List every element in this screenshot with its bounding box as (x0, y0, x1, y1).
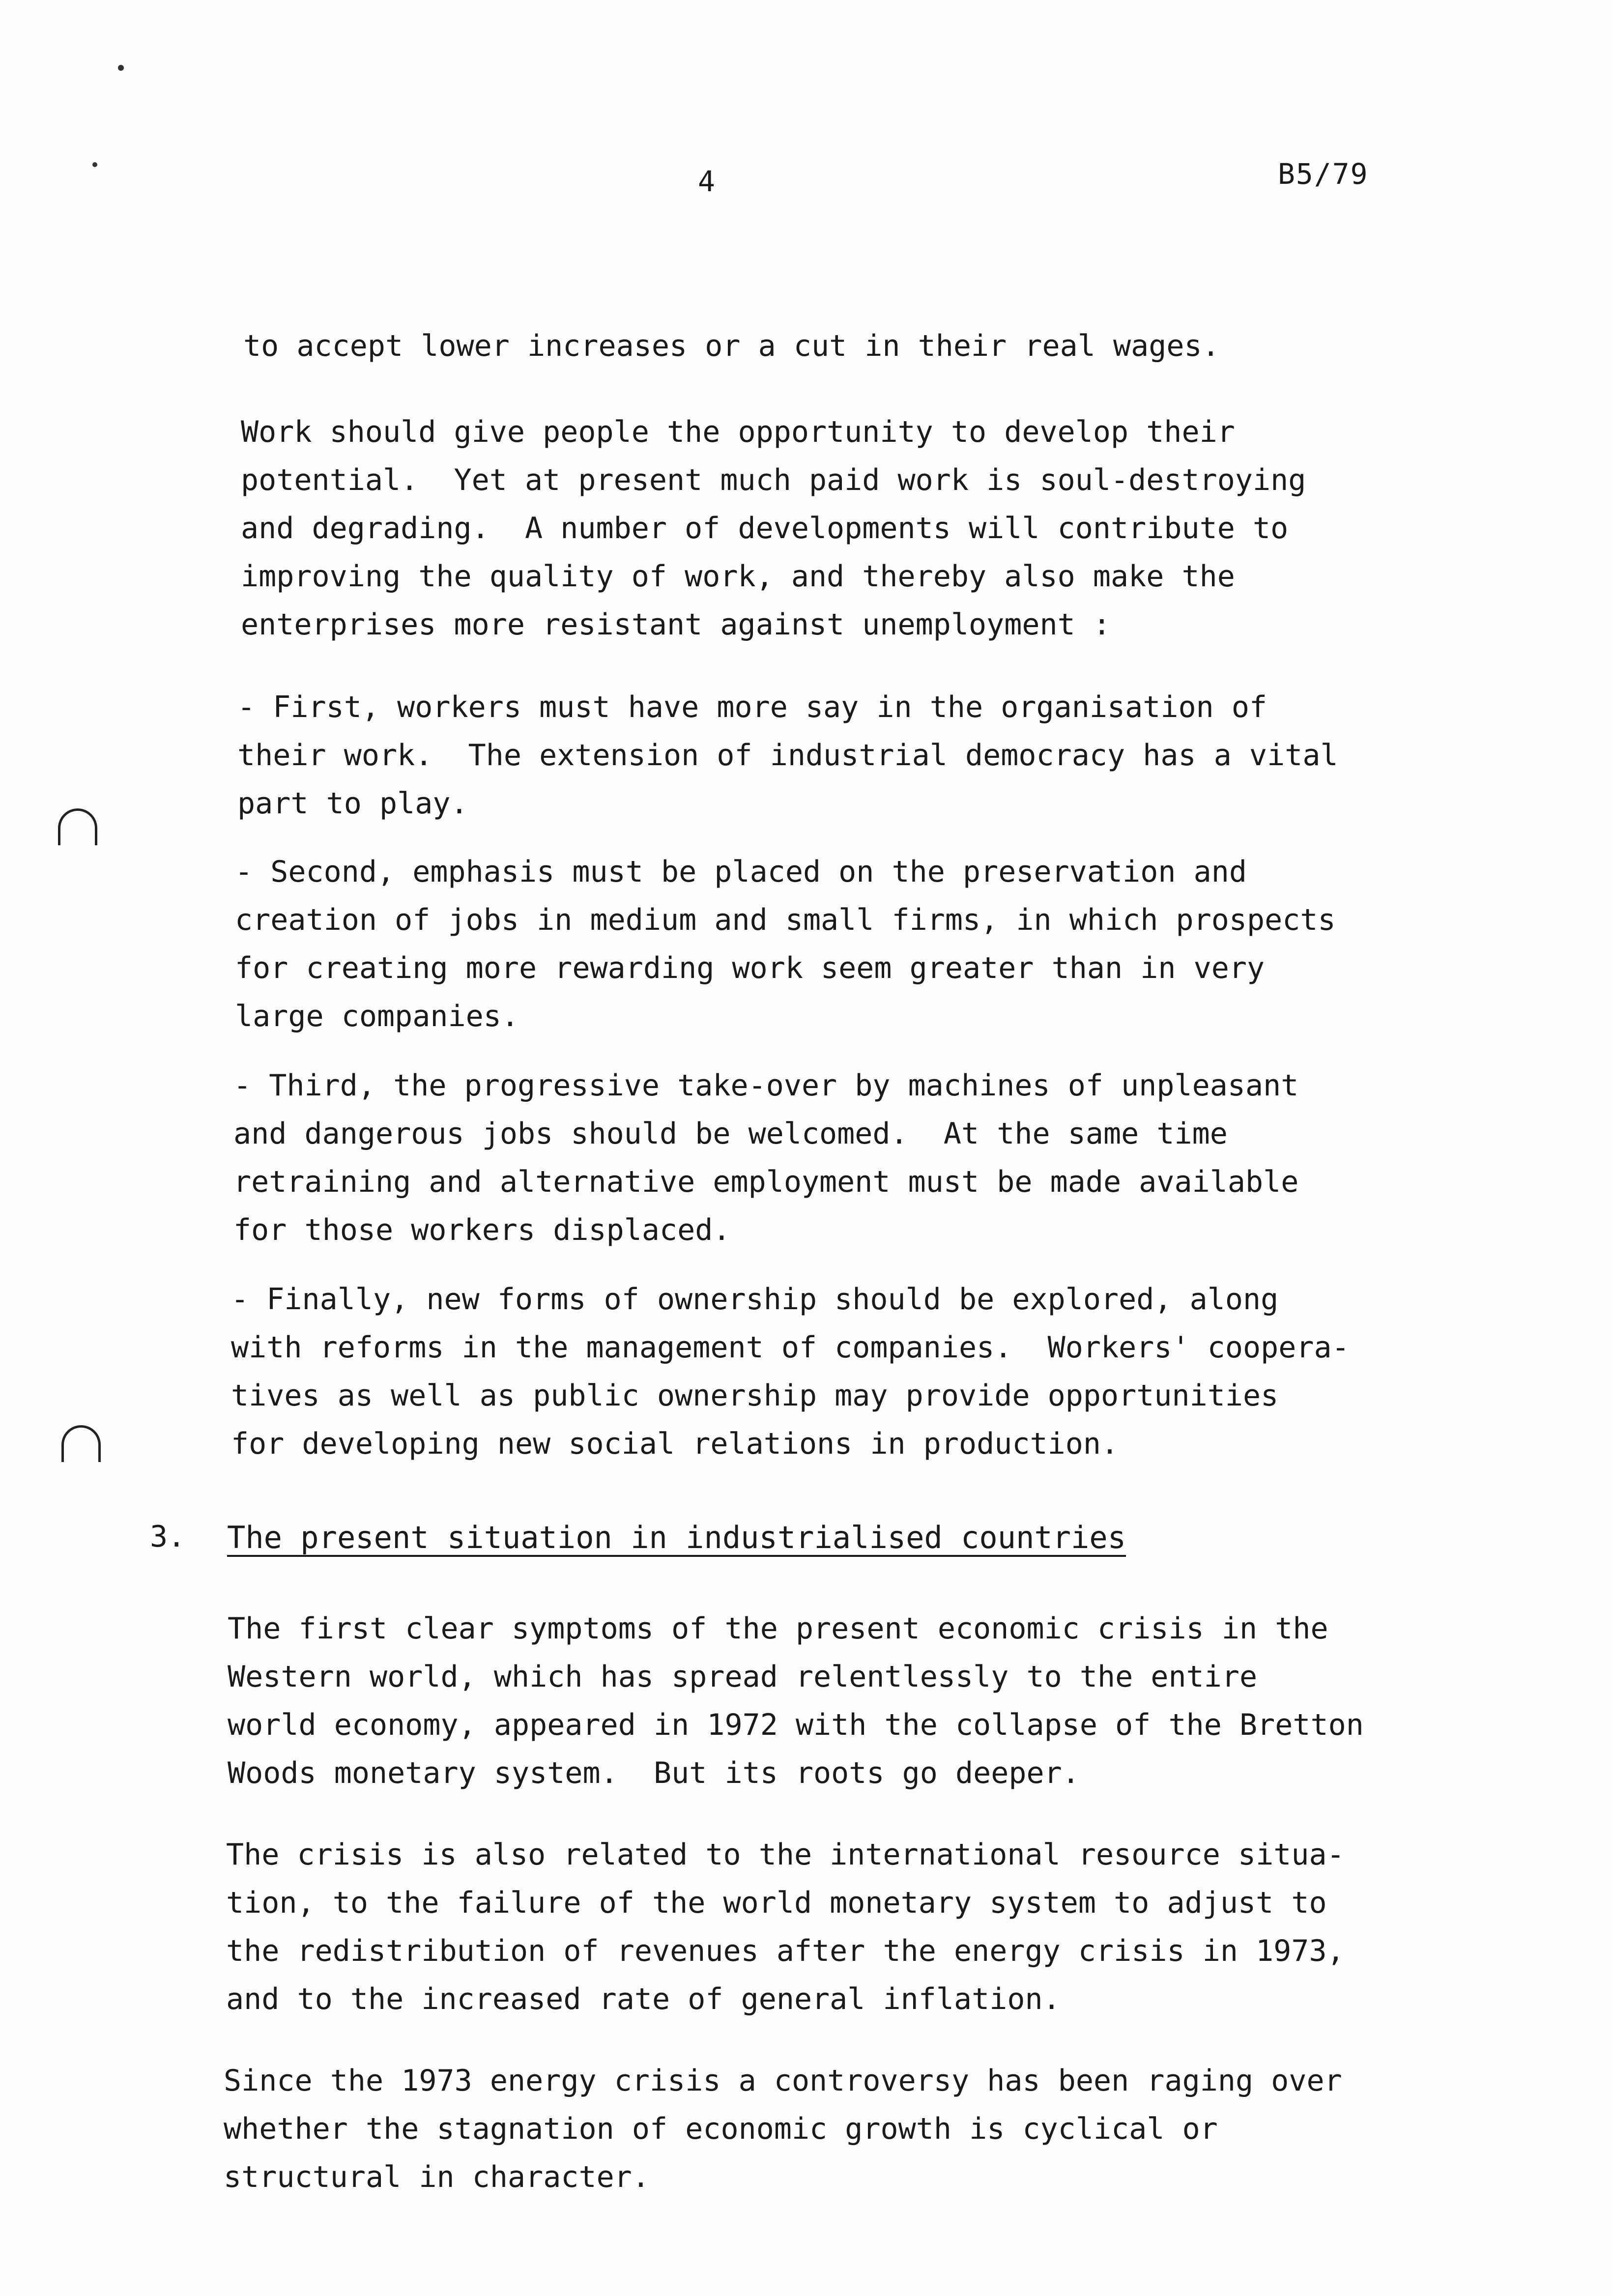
scan-speck (92, 162, 97, 167)
section-paragraph-2: The crisis is also related to the international resource situa- tion, to the failure of the world monetary system to adjust to the redistribution of revenues after the energy crisis in 1973, and to the increased rate of general inflation. (226, 1837, 1345, 2016)
section-paragraph-3: Since the 1973 energy crisis a controversy has been raging over whether the stagnation of economic growth is cyclical or structural in character. (224, 2064, 1342, 2194)
bullet-finally: - Finally, new forms of ownership should be explored, along with reforms in the management of companies. Workers' coopera- tives as well as public ownership may provide opportunities for developing new social relations in production. (231, 1282, 1350, 1461)
bullet-second: - Second, emphasis must be placed on the preservation and creation of jobs in medium and small firms, in which prospects for creating more rewarding work seem greater than in very large companies. (235, 855, 1336, 1033)
scan-speck (118, 65, 124, 71)
punch-hole-mark (58, 808, 97, 845)
paragraph-quality-of-work: Work should give people the opportunity to develop their potential. Yet at present much paid work is soul-destroying and degrading. A number of developments will contribute to improving the quality of work, and thereby also make the enterprises more resistant against unemployment : (241, 415, 1306, 642)
page-number: 4 (698, 165, 715, 198)
section-paragraph-1: The first clear symptoms of the present economic crisis in the Western world, which has spread relentlessly to the entire world economy, appeared in 1972 with the collapse of the Bretton Woods monetary system. But its roots go deeper. (228, 1611, 1364, 1790)
punch-hole-mark (61, 1425, 101, 1462)
section-number: 3. (150, 1520, 186, 1554)
section-heading: The present situation in industrialised countries (227, 1520, 1126, 1555)
bullet-first: - First, workers must have more say in the organisation of their work. The extension of industrial democracy has a vital part to play. (237, 690, 1338, 821)
document-reference: B5/79 (1278, 157, 1369, 191)
bullet-third: - Third, the progressive take-over by machines of unpleasant and dangerous jobs should be welcomed. At the same time retraining and alternative employment must be made available for those workers displaced. (233, 1068, 1299, 1247)
paragraph-continuation: to accept lower increases or a cut in their real wages. (243, 329, 1220, 363)
